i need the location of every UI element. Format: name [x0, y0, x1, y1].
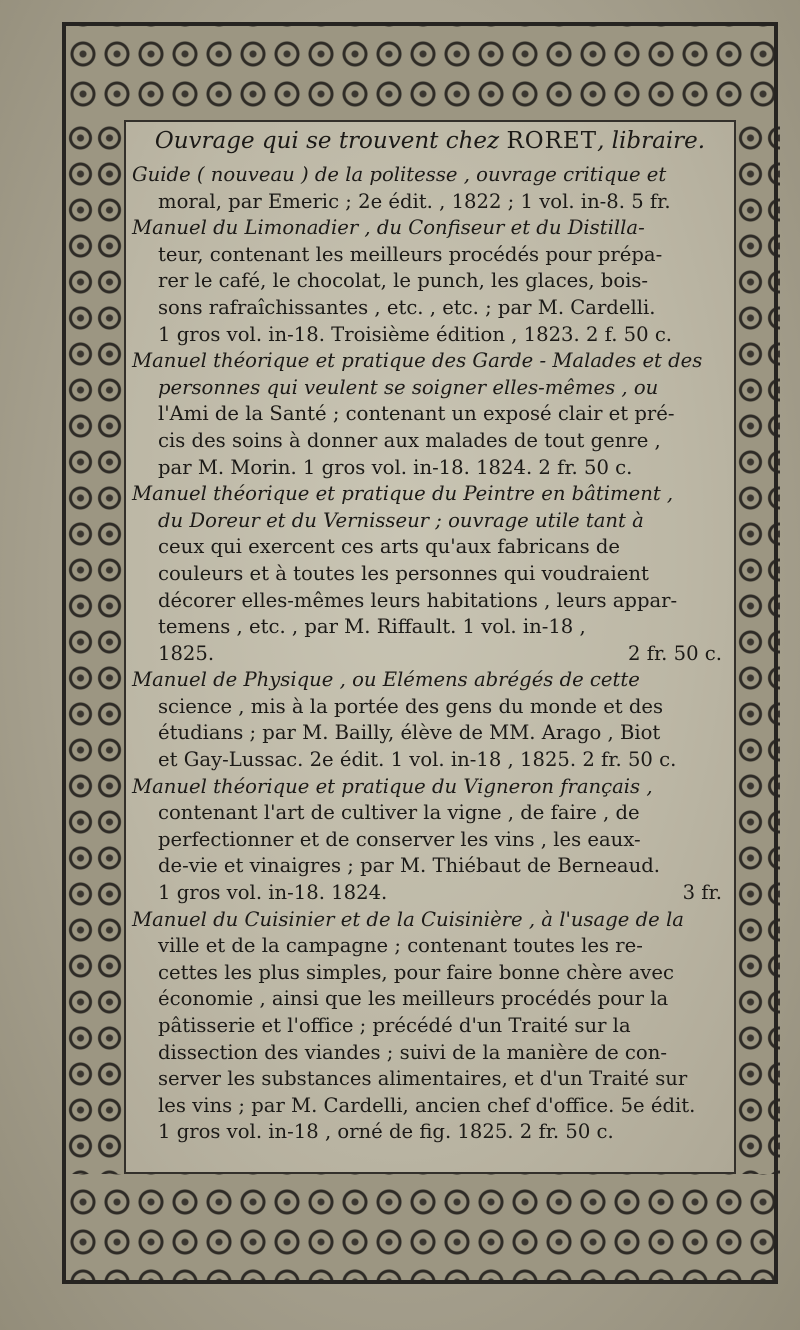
entry-line — [132, 215, 728, 242]
book-list — [132, 162, 728, 1146]
entry-line-text: Manuel du Cuisinier et de la Cuisinière , à l'usage de la — [132, 907, 684, 931]
entry-line — [132, 827, 728, 854]
entry-line-text: Manuel du Limonadier , du Confiseur et du Distilla- — [132, 216, 645, 240]
entry-line — [132, 189, 728, 216]
entry-line — [132, 508, 728, 535]
entry-line — [132, 800, 728, 827]
entry-line-text: économie , ainsi que les meilleurs procédés pour la — [158, 987, 669, 1011]
entry-line — [132, 561, 728, 588]
entry-line — [132, 162, 728, 189]
heading-suffix: , libraire. — [597, 128, 706, 154]
entry-line-text: sons rafraîchissantes , etc. , etc. ; par M. Cardelli. — [158, 295, 656, 319]
entry-line-text: Manuel théorique et pratique du Vigneron français , — [132, 774, 653, 798]
entry-line-text: cis des soins à donner aux malades de tout genre , — [158, 428, 661, 452]
entry-price: 2 fr. 50 c. — [628, 641, 722, 665]
advertisement-text — [132, 124, 728, 1146]
entry-line — [132, 1093, 728, 1120]
entry-line-text: de-vie et vinaigres ; par M. Thiébaut de Berneaud. — [158, 854, 660, 878]
entry-line-text: dissection des viandes ; suivi de la manière de con- — [158, 1040, 667, 1064]
entry-line-text: du Doreur et du Vernisseur ; ouvrage utile tant à — [158, 508, 644, 532]
entry-line — [132, 694, 728, 721]
entry-line-text: pâtisserie et l'office ; précédé d'un Traité sur la — [158, 1014, 631, 1037]
entry-line-text: contenant l'art de cultiver la vigne , de faire , de — [158, 801, 640, 825]
entry-line-text: ville et de la campagne ; contenant toutes les re- — [158, 934, 643, 958]
entry-line — [132, 667, 728, 694]
entry-line — [132, 853, 728, 880]
entry-line-text: perfectionner et de conserver les vins , les eaux- — [158, 827, 641, 851]
entry-line — [132, 322, 728, 349]
entry-line-text: couleurs et à toutes les personnes qui voudraient — [158, 561, 649, 585]
entry-line — [132, 534, 728, 561]
book-entry — [132, 215, 728, 348]
publisher-name: RORET — [506, 128, 598, 154]
entry-line-text: Manuel théorique et pratique du Peintre en bâtiment , — [132, 482, 674, 506]
entry-line — [132, 401, 728, 428]
entry-line — [132, 774, 728, 801]
entry-line-text: l'Ami de la Santé ; contenant un exposé clair et pré- — [158, 402, 675, 426]
entry-line — [132, 880, 728, 907]
entry-line — [132, 1040, 728, 1067]
entry-line-text: 1 gros vol. in-18 , orné de fig. 1825. 2 fr. 50 c. — [158, 1120, 614, 1144]
entry-line — [132, 481, 728, 508]
entry-line-text: rer le café, le chocolat, le punch, les glaces, bois- — [158, 269, 649, 293]
entry-line-text: moral, par Emeric ; 2e édit. , 1822 ; 1 vol. in-8. 5 fr. — [158, 189, 671, 213]
entry-line — [132, 295, 728, 322]
entry-title: Guide ( nouveau ) de la politesse , — [132, 163, 470, 186]
entry-line — [132, 614, 728, 641]
book-entry — [132, 667, 728, 773]
entry-line — [132, 960, 728, 987]
heading-prefix: Ouvrage qui se trouvent chez — [154, 128, 500, 154]
entry-line-text: les vins ; par M. Cardelli, ancien chef d'office. 5e édit. — [158, 1093, 696, 1117]
entry-line — [132, 375, 728, 402]
entry-line-text: cettes les plus simples, pour faire bonne chère avec — [158, 960, 674, 984]
book-entry — [132, 348, 728, 481]
book-entry — [132, 481, 728, 667]
entry-line-text: ouvrage critique et — [476, 163, 667, 186]
entry-line — [132, 268, 728, 295]
entry-line-text: Manuel théorique et pratique des Garde - Malades et des — [132, 349, 703, 373]
page-heading — [132, 124, 728, 158]
entry-line — [132, 428, 728, 455]
entry-line-text: 1825. — [158, 641, 215, 665]
entry-line — [132, 907, 728, 934]
entry-line — [132, 641, 728, 668]
entry-line — [132, 933, 728, 960]
entry-line-text: server les substances alimentaires, et d'un Traité sur — [158, 1067, 688, 1091]
book-entry — [132, 774, 728, 907]
book-entry — [132, 907, 728, 1146]
entry-line-text: 1 gros vol. in-18. 1824. — [158, 881, 388, 905]
entry-line-text: et Gay-Lussac. 2e édit. 1 vol. in-18 , 1825. 2 fr. 50 c. — [158, 748, 677, 772]
entry-line-text: Manuel de Physique , ou Elémens abrégés de cette — [132, 668, 640, 692]
entry-line-text: étudians ; par M. Bailly, élève de MM. Arago , Biot — [158, 721, 661, 745]
entry-line — [132, 455, 728, 482]
entry-line — [132, 1013, 728, 1040]
entry-line — [132, 588, 728, 615]
entry-line-text: teur, contenant les meilleurs procédés pour prépa- — [158, 242, 663, 266]
entry-line — [132, 747, 728, 774]
entry-line-text: 1 gros vol. in-18. Troisième édition , 1823. 2 f. 50 c. — [158, 322, 673, 346]
entry-line — [132, 986, 728, 1013]
entry-line-text: temens , etc. , par M. Riffault. 1 vol. in-18 , — [158, 615, 586, 639]
entry-line — [132, 348, 728, 375]
entry-line — [132, 1119, 728, 1146]
entry-line-text: décorer elles-mêmes leurs habitations , leurs appar- — [158, 588, 678, 612]
entry-line — [132, 242, 728, 269]
entry-price: 3 fr. — [682, 881, 722, 905]
entry-line-text: personnes qui veulent se soigner elles-mêmes , ou — [158, 375, 659, 399]
entry-line-text: ceux qui exercent ces arts qu'aux fabricans de — [158, 535, 621, 559]
entry-line-text: science , mis à la portée des gens du monde et des — [158, 694, 664, 718]
book-entry — [132, 162, 728, 215]
entry-line-text: par M. Morin. 1 gros vol. in-18. 1824. 2 fr. 50 c. — [158, 455, 633, 479]
entry-line — [132, 1066, 728, 1093]
entry-line — [132, 720, 728, 747]
